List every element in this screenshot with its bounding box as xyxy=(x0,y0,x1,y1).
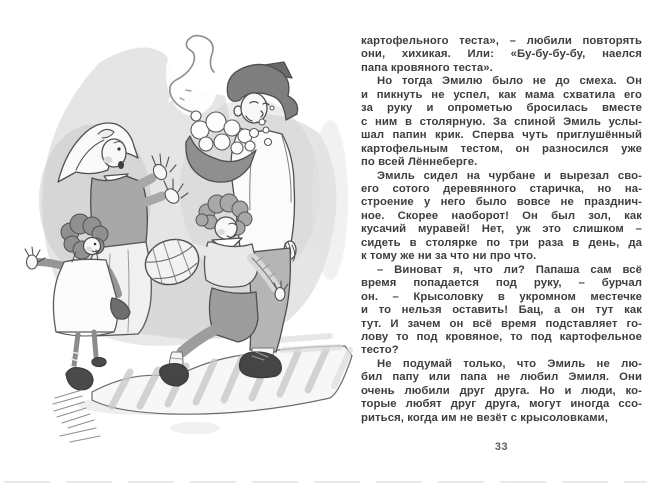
text-line: и то нельзя оставить! Бац, а он тут как xyxy=(361,304,642,317)
text-line: время попадается под руку, – бурчал xyxy=(361,277,642,290)
text-line: Эмиль сидел на чурбане и вырезал сво- xyxy=(377,169,642,182)
text-line: за руку и опрометью бросилась вместе xyxy=(361,102,642,115)
text-line: кусачий муравей! Нет, уж это слишком – xyxy=(361,223,642,236)
text-line: лову то под кровяное, то под картофельное xyxy=(361,330,642,343)
text-line: строение у него было вовсе не празднич- xyxy=(361,196,642,209)
text-line: бил папу или папа не любил Эмиля. Они xyxy=(361,371,642,384)
text-line: по всей Лённеберге. xyxy=(361,156,478,169)
text-line: Но тогда Эмилю было не до смеха. Он xyxy=(377,75,642,88)
text-line: он. – Крысоловку в укромном местечке xyxy=(361,290,642,303)
rug xyxy=(78,336,352,415)
text-line: очень любили друг друга. Но и люди, ко- xyxy=(361,384,642,397)
text-line: сидеть в столярке по три раза в день, да xyxy=(361,236,642,249)
scan-edge-line xyxy=(4,481,647,483)
text-line: к тому же ни за что ни про что. xyxy=(361,250,537,263)
page-text xyxy=(361,35,642,425)
text-line: папа кровяного теста». xyxy=(361,61,493,74)
text-line: они, хихикая. Или: «Бу-бу-бу-бу, наелся xyxy=(361,48,642,61)
text-line: картофельным тестом, он разносился уже xyxy=(361,142,642,155)
text-line: и пикнуть не успел, как мама схватила его xyxy=(361,88,642,101)
text-line: Не подумай только, что Эмиль не лю- xyxy=(377,357,642,370)
text-line: шал папин крик. Сперва чуть приглушённый xyxy=(361,129,642,142)
text-line: тесто? xyxy=(361,344,399,357)
text-line: ное. Скорее наоборот! Он был зол, как xyxy=(361,209,642,222)
text-line: с ним в столярную. За спиной Эмиль услы- xyxy=(361,115,642,128)
text-line: торые любят друг друга, могут иногда ссо- xyxy=(361,398,642,411)
page-number: 33 xyxy=(494,441,509,453)
text-line: картофельного теста», – любили повторять xyxy=(361,35,642,47)
text-line: тут. И зачем он всё время подставляет го- xyxy=(361,317,642,330)
text-line: риться, когда им не везёт с крысоловками, xyxy=(361,411,608,424)
text-line: его сотого деревянного старичка, но на- xyxy=(361,182,642,195)
text-line: – Виноват я, что ли? Папаша сам всё xyxy=(377,263,642,276)
